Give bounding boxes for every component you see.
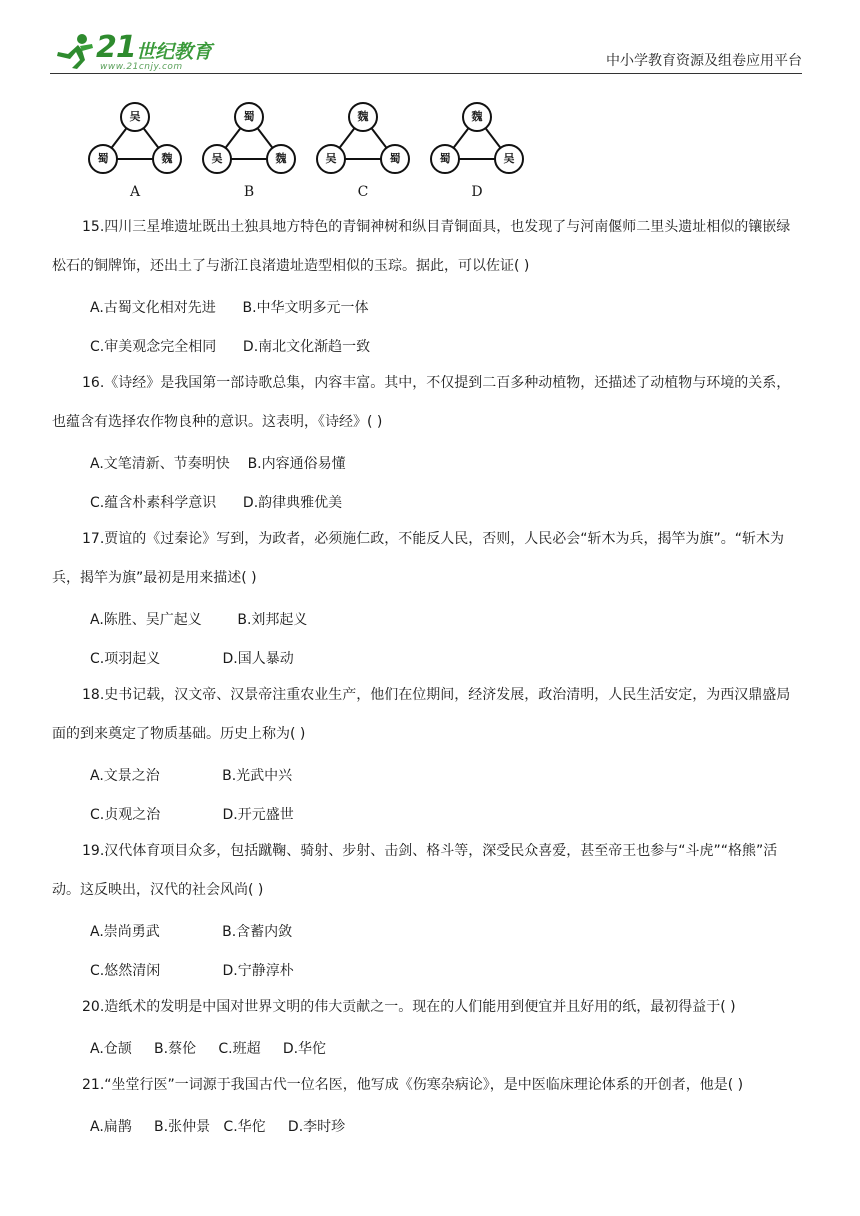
logo-text: 世纪教育 [136,41,213,63]
runner-logo-icon [52,32,98,70]
diagram-a-top-node: 吴 [129,110,141,123]
diagram-a-left-node: 蜀 [97,152,109,165]
diagram-d [426,98,528,206]
question-17 [52,520,804,598]
question-18-options-row2: C.贞观之治 D.开元盛世 [90,807,294,823]
triangle-diagrams [84,98,544,210]
header-divider [50,73,802,74]
platform-title: 中小学教育资源及组卷应用平台 [606,53,802,69]
question-17-options-row1: A.陈胜、吴广起义 B.刘邦起义 [90,612,308,628]
question-16 [52,364,804,442]
question-16-stem: 16.《诗经》是我国第一部诗歌总集，内容丰富。其中，不仅提到二百多种动植物，还描述了动植物与环境的关系，也蕴含有选择农作物良种的意识。这表明，《诗经》( ) [52,375,791,430]
question-20-options: A.仓颉 B.蔡伦 C.班超 D.华佗 [90,1041,327,1057]
diagram-a-label: A [129,184,141,200]
question-18-stem: 18.史书记载，汉文帝、汉景帝注重农业生产，他们在位期间，经济发展，政治清明，人民生活安定，为西汉鼎盛局面的到来奠定了物质基础。历史上称为( ) [52,687,791,742]
question-20 [52,988,804,1027]
question-19 [52,832,804,910]
question-19-options-row1: A.崇尚勇武 B.含蓄内敛 [90,924,293,940]
diagram-c-left-node: 吴 [325,152,337,165]
diagram-b-label: B [243,184,255,200]
diagram-d-right-node: 吴 [503,152,515,165]
diagram-b-top-node: 蜀 [243,110,255,123]
diagram-c [312,98,414,206]
question-15-options-row2: C.审美观念完全相同 D.南北文化渐趋一致 [90,339,371,355]
question-15-stem: 15.四川三星堆遗址既出土独具地方特色的青铜神树和纵目青铜面具，也发现了与河南偃师二里头遗址相似的镶嵌绿松石的铜牌饰，还出土了与浙江良渚遗址造型相似的玉琮。据此，可以佐证( ) [52,219,791,274]
diagram-c-label: C [357,184,369,200]
diagram-b [198,98,300,206]
logo-url: www.21cnjy.com [100,62,183,72]
diagram-b-left-node: 吴 [211,152,223,165]
question-19-options-row2: C.悠然清闲 D.宁静淳朴 [90,963,294,979]
diagram-d-top-node: 魏 [471,110,483,123]
diagram-d-label: D [471,184,483,200]
diagram-d-left-node: 蜀 [439,152,451,165]
site-logo [50,28,220,74]
diagram-a-right-node: 魏 [161,152,173,165]
question-17-options-row2: C.项羽起义 D.国人暴动 [90,651,294,667]
diagram-c-right-node: 蜀 [389,152,401,165]
question-18 [52,676,804,754]
question-21-options: A.扁鹊 B.张仲景 C.华佗 D.李时珍 [90,1119,346,1135]
question-21 [52,1066,804,1105]
diagram-c-top-node: 魏 [357,110,369,123]
question-16-options-row1: A.文笔清新、节奏明快 B.内容通俗易懂 [90,456,346,472]
question-15 [52,208,804,286]
page-header [50,28,802,74]
question-19-stem: 19.汉代体育项目众多，包括蹴鞠、骑射、步射、击剑、格斗等，深受民众喜爱，甚至帝王也参与“斗虎”“格熊”活动。这反映出，汉代的社会风尚( ) [52,843,778,898]
diagram-b-right-node: 魏 [275,152,287,165]
question-15-options-row1: A.古蜀文化相对先进 B.中华文明多元一体 [90,300,369,316]
question-18-options-row1: A.文景之治 B.光武中兴 [90,768,293,784]
logo-number: 21 [96,30,136,65]
question-17-stem: 17.贾谊的《过秦论》写到，为政者，必须施仁政，不能反人民，否则，人民必会“斩木为兵，揭竿为旗”。“斩木为兵，揭竿为旗”最初是用来描述( ) [52,531,785,586]
question-20-stem: 20.造纸术的发明是中国对世界文明的伟大贡献之一。现在的人们能用到便宜并且好用的纸，最初得益于( ) [82,999,736,1015]
question-16-options-row2: C.蕴含朴素科学意识 D.韵律典雅优美 [90,495,343,511]
question-21-stem: 21.“坐堂行医”一词源于我国古代一位名医，他写成《伤寒杂病论》，是中医临床理论体系的开创者，他是( ) [82,1077,744,1093]
diagram-a [84,98,186,206]
